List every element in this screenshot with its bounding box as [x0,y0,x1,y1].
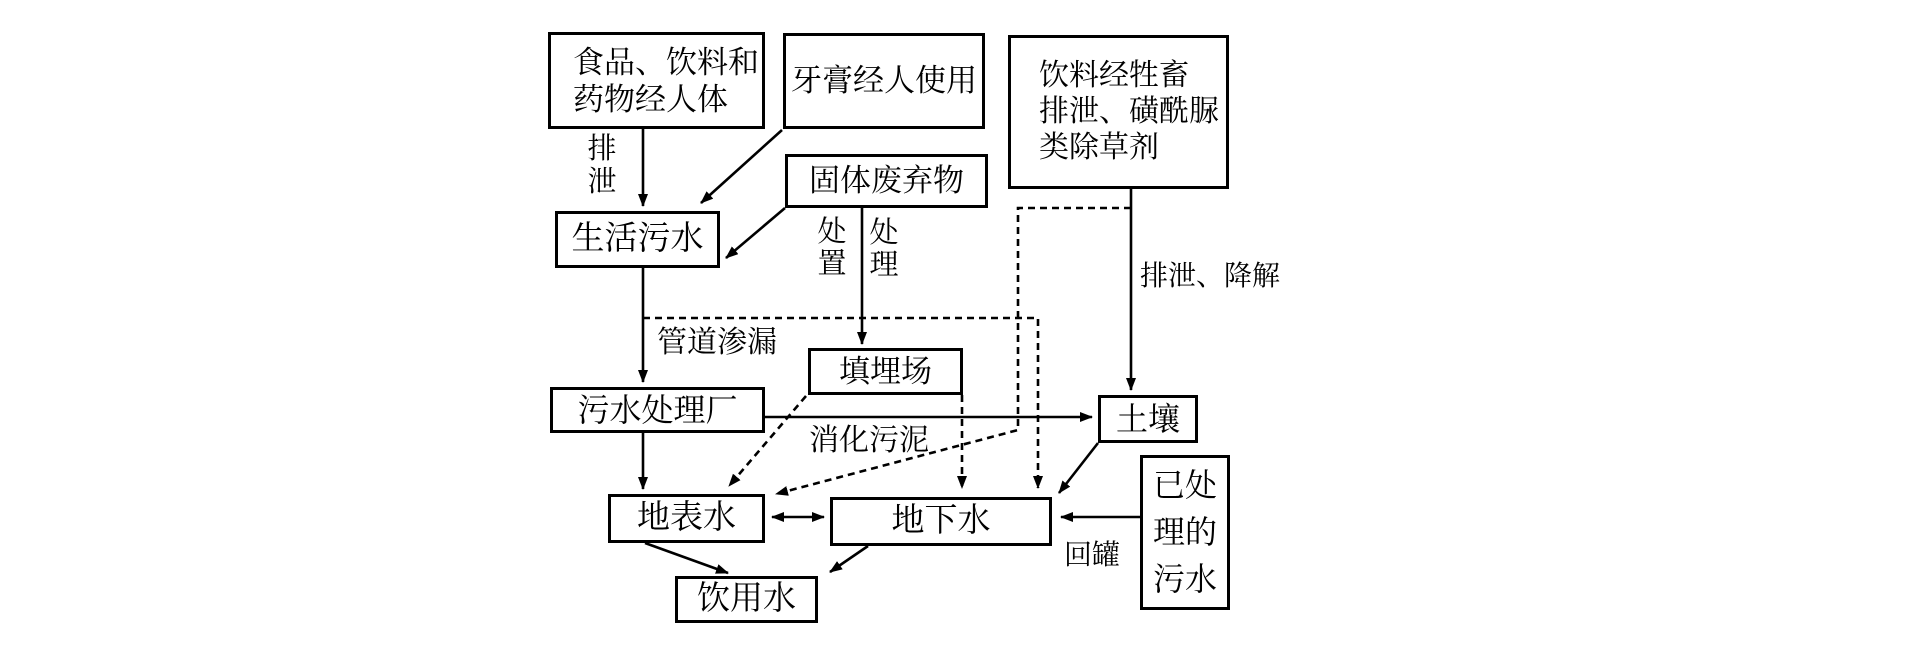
arrow-toothpaste-to-domestic-sewage [701,130,782,203]
box-food-beverage-drugs [548,32,765,129]
box-solid-waste [785,154,988,208]
box-landfill-label: 填埋场 [839,353,932,389]
box-drinking-water [675,576,818,623]
box-food-beverage-drugs-line1: 食品、饮料和 [573,44,759,80]
box-soil-label: 土壤 [1115,400,1180,437]
box-livestock-herbicide-line3: 类除草剂 [1039,131,1159,164]
box-landfill [808,348,963,395]
box-groundwater-label: 地下水 [891,502,991,539]
box-treated-sewage [1140,455,1230,610]
box-livestock-herbicide-line1: 饮料经牲畜 [1039,59,1189,92]
box-livestock-herbicide [1008,35,1229,189]
box-solid-waste-label: 固体废弃物 [809,163,964,199]
label-excretion-degradation: 排泄、降解 [1140,261,1281,292]
arrow-surface-water-to-drinking-water [645,543,728,573]
box-treated-sewage-line1: 已处 [1152,467,1217,503]
box-domestic-sewage-label: 生活污水 [571,220,704,257]
arrow-solid-waste-to-domestic-sewage [726,208,785,258]
box-domestic-sewage [555,211,720,268]
box-sewage-plant-label: 污水处理厂 [577,391,738,428]
label-digested-sludge: 消化污泥 [809,424,929,457]
arrow-soil-to-groundwater [1059,443,1098,493]
box-sewage-plant [550,387,765,433]
box-surface-water-label: 地表水 [637,499,736,536]
arrow-groundwater-to-drinking-water [830,546,868,572]
box-toothpaste [783,33,985,129]
box-surface-water [608,494,765,543]
box-soil [1098,395,1198,443]
box-groundwater [830,497,1052,546]
box-treated-sewage-line2: 理的 [1152,514,1217,550]
label-reinjection: 回罐 [1064,540,1121,571]
box-livestock-herbicide-line2: 排泄、磺酰脲 [1039,95,1219,128]
box-toothpaste-label: 牙膏经人使用 [791,63,977,99]
label-treatment: 处理 [869,217,899,281]
label-excretion: 排泄 [587,133,617,198]
box-drinking-water-label: 饮用水 [697,580,796,617]
label-pipe-leakage: 管道渗漏 [657,326,777,359]
box-food-beverage-drugs-line2: 药物经人体 [573,81,728,117]
label-disposal: 处置 [817,216,847,280]
box-treated-sewage-line3: 污水 [1152,561,1217,597]
